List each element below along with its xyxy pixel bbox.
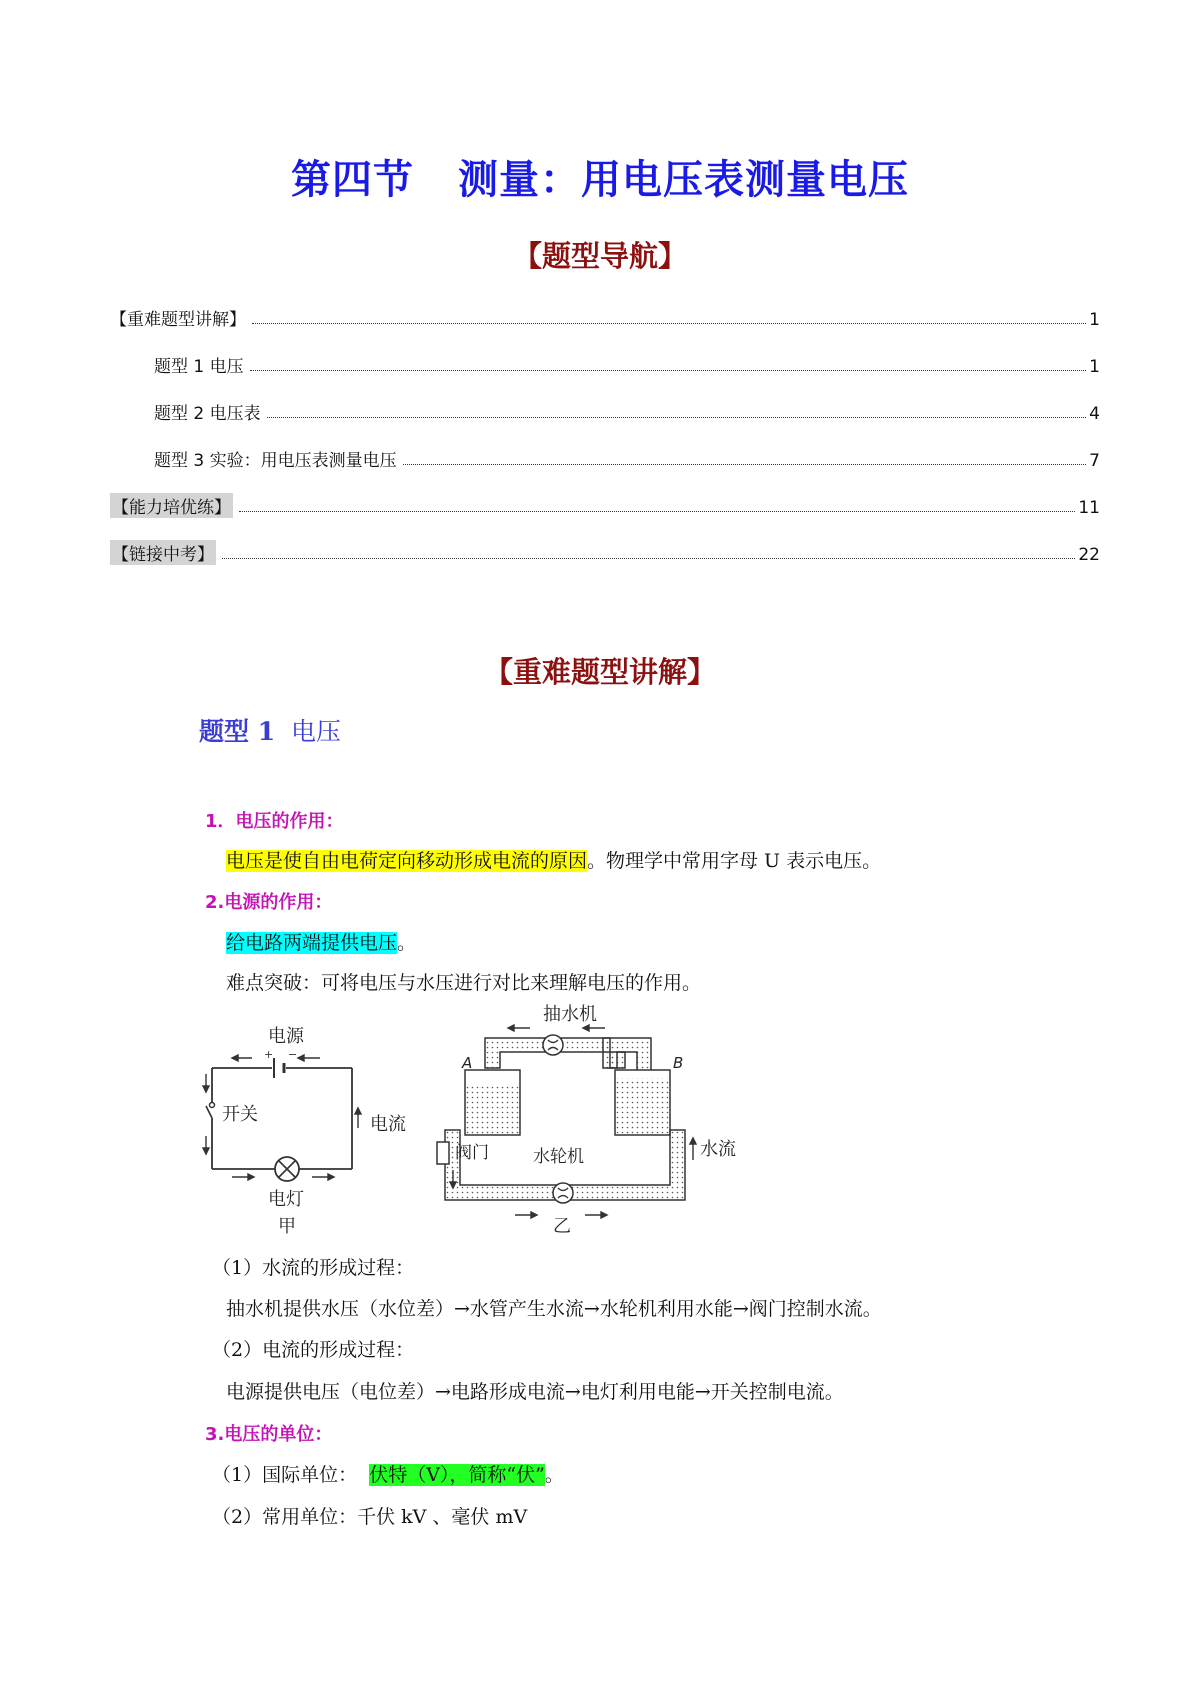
current-label: 电流 — [370, 1114, 406, 1135]
toc-page: 4 — [1089, 404, 1100, 424]
page-title — [0, 148, 1200, 205]
point3-intl-highlight: 伏特（V），简称“伏” — [369, 1464, 545, 1486]
page-title-part1: 第四节 — [291, 157, 414, 203]
tank-b-label: B — [673, 1054, 684, 1072]
point2-heading: 2.电源的作用： — [205, 892, 333, 913]
lamp-icon — [275, 1157, 299, 1181]
current-process-text: 电源提供电压（电位差）→电路形成电流→电灯利用电能→开关控制电流。 — [226, 1381, 844, 1403]
lamp-label: 电灯 — [268, 1189, 304, 1210]
toc-label: 题型 3 实验：用电压表测量电压 — [154, 451, 397, 471]
toc-leader — [222, 558, 1075, 559]
type-title-name: 电压 — [291, 717, 342, 746]
figure-jia-caption: 甲 — [278, 1216, 296, 1237]
point2-highlight: 给电路两端提供电压 — [226, 932, 398, 954]
svg-text:+: + — [264, 1048, 274, 1061]
tank-a-label: A — [462, 1054, 473, 1072]
toc-label: 题型 2 电压表 — [154, 404, 261, 424]
toc-page: 11 — [1078, 498, 1100, 518]
toc-row[interactable] — [110, 539, 1100, 565]
turbine-icon — [553, 1183, 573, 1203]
point2-rest: 。 — [397, 932, 417, 954]
figure-yi-caption: 乙 — [553, 1216, 571, 1237]
page-title-part2: 测量：用电压表测量电压 — [458, 157, 909, 203]
flow-label: 水流 — [700, 1139, 736, 1160]
toc-page: 1 — [1089, 357, 1100, 377]
point3-intl-prefix: （1）国际单位： — [212, 1464, 358, 1486]
toc-row[interactable] — [154, 351, 1100, 377]
toc-row[interactable] — [154, 445, 1100, 471]
valve-icon — [437, 1142, 449, 1164]
toc-row[interactable] — [110, 304, 1100, 330]
switch-icon — [206, 1103, 215, 1119]
type-title-number: 题型 1 — [199, 717, 276, 746]
power-label: 电源 — [268, 1026, 304, 1047]
toc-page: 7 — [1089, 451, 1100, 471]
toc-leader — [403, 464, 1087, 465]
point1-heading: 1．电压的作用： — [205, 811, 344, 832]
toc-page: 1 — [1089, 310, 1100, 330]
switch-label: 开关 — [222, 1104, 258, 1125]
type-title — [199, 712, 341, 748]
point3-intl — [212, 1460, 564, 1487]
svg-text:−: − — [288, 1048, 298, 1061]
point1-highlight: 电压是使自由电荷定向移动形成电流的原因 — [226, 850, 588, 872]
water-analogy-diagram — [435, 1000, 760, 1240]
toc-row[interactable] — [110, 492, 1100, 518]
point1-text — [226, 846, 881, 873]
point2-note: 难点突破：可将电压与水压进行对比来理解电压的作用。 — [226, 972, 702, 994]
point3-heading: 3.电压的单位： — [205, 1424, 333, 1445]
valve-label: 阀门 — [455, 1143, 489, 1163]
pump-icon — [543, 1035, 563, 1055]
toc-leader — [252, 323, 1086, 324]
section-title: 【重难题型讲解】 — [483, 655, 716, 689]
water-process-text: 抽水机提供水压（水位差）→水管产生水流→水轮机利用水能→阀门控制水流。 — [226, 1298, 882, 1320]
battery-icon — [274, 1058, 284, 1078]
toc-label: 【链接中考】 — [110, 540, 216, 565]
toc-row[interactable] — [154, 398, 1100, 424]
point3-intl-suffix: 。 — [544, 1464, 564, 1486]
current-process-heading: （2）电流的形成过程： — [212, 1339, 415, 1361]
circuit-diagram — [200, 1020, 410, 1240]
point3-common: （2）常用单位：千伏 kV 、毫伏 mV — [212, 1506, 528, 1528]
toc-label: 题型 1 电压 — [154, 357, 244, 377]
nav-title: 【题型导航】 — [512, 239, 687, 273]
toc-label: 【重难题型讲解】 — [110, 310, 246, 330]
toc-label: 【能力培优练】 — [110, 493, 233, 518]
point1-rest: 。物理学中常用字母 U 表示电压。 — [587, 850, 882, 872]
toc-leader — [239, 511, 1075, 512]
toc-leader — [267, 417, 1087, 418]
pump-label: 抽水机 — [543, 1004, 597, 1025]
toc-page: 22 — [1078, 545, 1100, 565]
point2-text — [226, 928, 416, 955]
water-process-heading: （1）水流的形成过程： — [212, 1257, 415, 1279]
turbine-label: 水轮机 — [533, 1147, 584, 1167]
toc-leader — [250, 370, 1087, 371]
